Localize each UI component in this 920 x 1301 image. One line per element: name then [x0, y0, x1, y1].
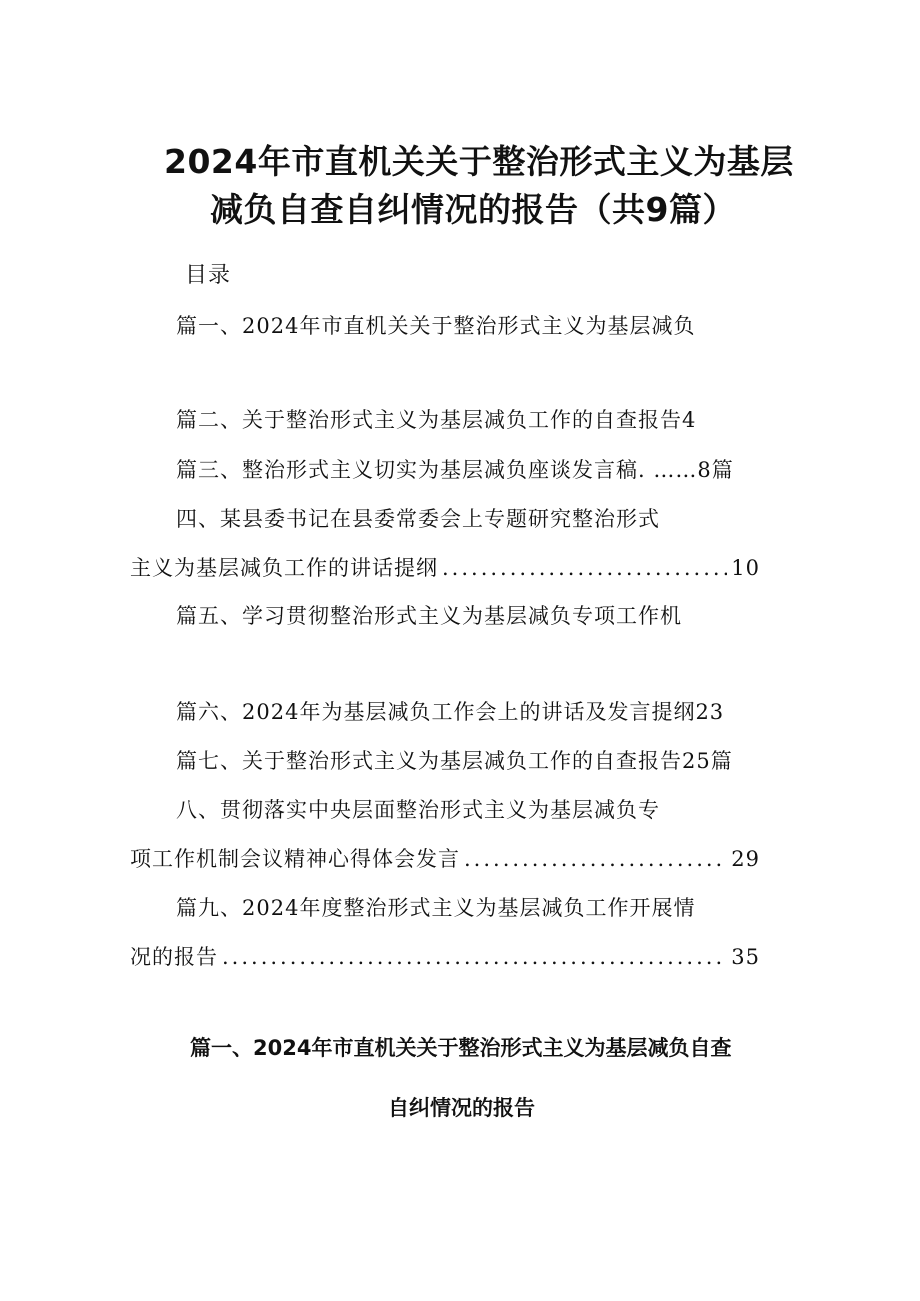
toc-entry-6[interactable]: 篇六、2024年为基层减负工作会上的讲话及发言提纲23: [176, 700, 725, 724]
toc-entry-8-line-1[interactable]: 八、贯彻落实中央层面整治形式主义为基层减负专: [176, 798, 660, 822]
toc-entry-label: 项工作机制会议精神心得体会发言: [130, 847, 460, 871]
toc-leader-dots: [442, 556, 727, 580]
toc-page-number: 29: [731, 847, 760, 871]
toc-entry-9-line-2[interactable]: [130, 941, 760, 971]
toc-entry-8-line-2[interactable]: [130, 843, 760, 873]
document-title-line-2: 减负自查自纠情况的报告（共9篇）: [210, 190, 736, 229]
toc-entry-3[interactable]: 篇三、整治形式主义切实为基层减负座谈发言稿. ……8篇: [176, 458, 734, 482]
document-title-line-1: 2024年市直机关关于整治形式主义为基层: [164, 142, 794, 181]
toc-entry-4-line-2[interactable]: [130, 552, 760, 582]
toc-entry-label: 主义为基层减负工作的讲话提纲: [130, 556, 438, 580]
section-heading-line-1: 篇一、2024年市直机关关于整治形式主义为基层减负自查: [190, 1036, 732, 1060]
toc-entry-1[interactable]: 篇一、2024年市直机关关于整治形式主义为基层减负: [176, 314, 696, 338]
toc-entry-2[interactable]: 篇二、关于整治形式主义为基层减负工作的自查报告4: [176, 408, 697, 432]
toc-entry-label: 况的报告: [130, 945, 218, 969]
toc-heading: 目录: [185, 263, 232, 288]
toc-page-number: 10: [731, 556, 760, 580]
section-heading-line-2: 自纠情况的报告: [388, 1096, 535, 1120]
toc-leader-dots: [464, 847, 727, 871]
toc-entry-5[interactable]: 篇五、学习贯彻整治形式主义为基层减负专项工作机: [176, 604, 682, 628]
toc-entry-4-line-1[interactable]: 四、某县委书记在县委常委会上专题研究整治形式: [176, 507, 660, 531]
toc-entry-9-line-1[interactable]: 篇九、2024年度整治形式主义为基层减负工作开展情: [176, 896, 696, 920]
toc-entry-7[interactable]: 篇七、关于整治形式主义为基层减负工作的自查报告25篇: [176, 749, 733, 773]
toc-page-number: 35: [731, 945, 760, 969]
toc-leader-dots: [222, 945, 727, 969]
